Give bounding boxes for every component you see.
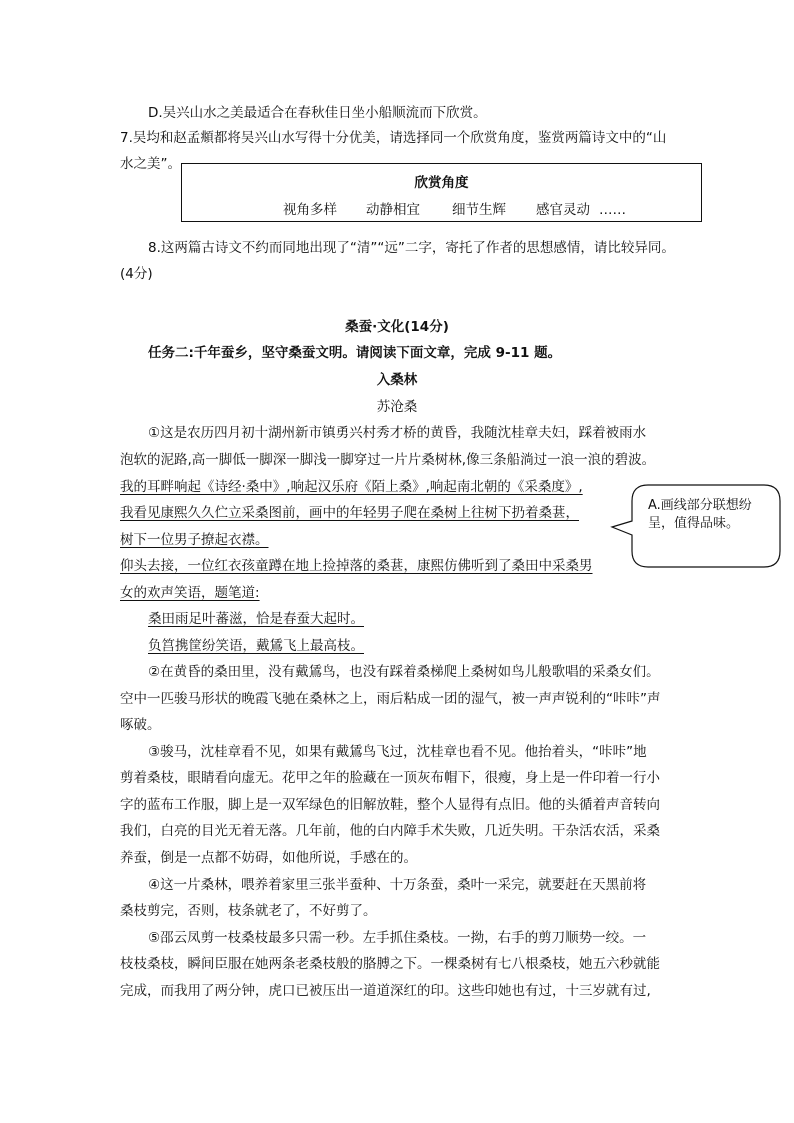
q7-prompt-line1: 7.吴均和赵孟頫都将吴兴山水写得十分优美，请选择同一个欣赏角度，鉴赏两篇诗文中的“山 <box>120 130 667 146</box>
article-line: ①这是农历四月初十湖州新市镇勇兴村秀才桥的黄昏，我随沈桂章夫妇，踩着被雨水 <box>148 425 647 441</box>
underlined-line: 树下一位男子撩起衣襟。 <box>120 532 269 548</box>
underlined-line: 我的耳畔响起《诗经·桑中》,响起汉乐府《陌上桑》,响起南北朝的《采桑度》, <box>120 479 583 495</box>
angle-ellipsis: …… <box>599 202 626 218</box>
article-line: ③骏马，沈桂章看不见，如果有戴鵀鸟飞过，沈桂章也看不见。他抬着头，“咔咔”地 <box>148 744 647 760</box>
article-line: ②在黄昏的桑田里，没有戴鵀鸟，也没有踩着桑梯爬上桑树如鸟儿般歌唱的采桑女们。 <box>148 664 660 680</box>
article-line: 泡软的泥路,高一脚低一脚深一脚浅一脚穿过一片片桑树林,像三条船淌过一浪一浪的碧波。 <box>120 452 656 468</box>
article-title: 入桑林 <box>376 372 418 388</box>
article-author: 苏沧桑 <box>376 399 418 415</box>
q8-prompt-line2: (4分) <box>120 266 153 282</box>
task-heading: 任务二:千年蚕乡，坚守桑蚕文明。请阅读下面文章，完成 9-11 题。 <box>148 345 562 361</box>
article-line: 剪着桑枝，眼睛看向虚无。花甲之年的脸藏在一顶灰布帽下，很瘦，身上是一件印着一行小 <box>120 770 660 786</box>
article-line: 桑枝剪完，否则，枝条就老了，不好剪了。 <box>120 903 377 919</box>
article-line: ④这一片桑林，喂养着家里三张半蚕种、十万条蚕，桑叶一采完，就要赶在天黑前将 <box>148 877 647 893</box>
annotation-callout <box>630 483 782 569</box>
q6-option-d: D.吴兴山水之美最适合在春秋佳日坐小船顺流而下欣赏。 <box>148 105 487 121</box>
q7-prompt-line2: 水之美”。 <box>120 156 181 172</box>
article-line: 啄破。 <box>120 717 161 733</box>
article-line: 枝枝桑枝，瞬间臣服在她两条老桑枝般的胳膊之下。一棵桑树有七八根桑枝，她五六秒就能 <box>120 956 660 972</box>
box-title: 欣赏角度 <box>414 175 469 191</box>
angle-2: 动静相宜 <box>366 202 420 218</box>
poem-line-2: 负筥携筐纷笑语，戴鵀飞上最高枝。 <box>148 638 364 654</box>
angle-3: 细节生辉 <box>452 202 506 218</box>
article-line: 字的蓝布工作服，脚上是一双军绿色的旧解放鞋，整个人显得有点旧。他的头循着声音转向 <box>120 797 660 813</box>
article-line: 我们，白亮的目光无着无落。几年前，他的白内障手术失败，几近失明。干杂活农活，采桑 <box>120 823 660 839</box>
underlined-line: 女的欢声笑语，题笔道: <box>120 585 260 601</box>
q8-prompt-line1: 8.这两篇古诗文不约而同地出现了“清”“远”二字，寄托了作者的思想感情，请比较异同。 <box>148 240 675 256</box>
article-line: 养蚕，倒是一点都不妨碍，如他所说，手感在的。 <box>120 850 417 866</box>
angle-4: 感官灵动 <box>536 202 590 218</box>
angle-1: 视角多样 <box>283 202 337 218</box>
callout-text: A.画线部分联想纷呈，值得品味。 <box>648 498 752 531</box>
article-line: 空中一匹骏马形状的晚霞飞驰在桑林之上，雨后粘成一团的湿气，被一声声锐利的“咔咔”声 <box>120 691 661 707</box>
article-line: ⑤邵云凤剪一枝桑枝最多只需一秒。左手抓住桑枝。一拗，右手的剪刀顺势一绞。一 <box>148 930 647 946</box>
underlined-line: 我看见康熙久久伫立采桑图前，画中的年轻男子爬在桑树上往树下扔着桑葚， <box>120 505 579 521</box>
section-title: 桑蚕·文化(14分) <box>345 319 449 335</box>
underlined-line: 仰头去接，一位红衣孩童蹲在地上捡掉落的桑葚，康熙仿佛听到了桑田中采桑男 <box>120 558 593 574</box>
article-line: 完成，而我用了两分钟，虎口已被压出一道道深红的印。这些印她也有过，十三岁就有过, <box>120 983 651 999</box>
poem-line-1: 桑田雨足叶蕃滋，恰是春蚕大起时。 <box>148 611 364 627</box>
appreciation-angle-box <box>181 163 702 222</box>
